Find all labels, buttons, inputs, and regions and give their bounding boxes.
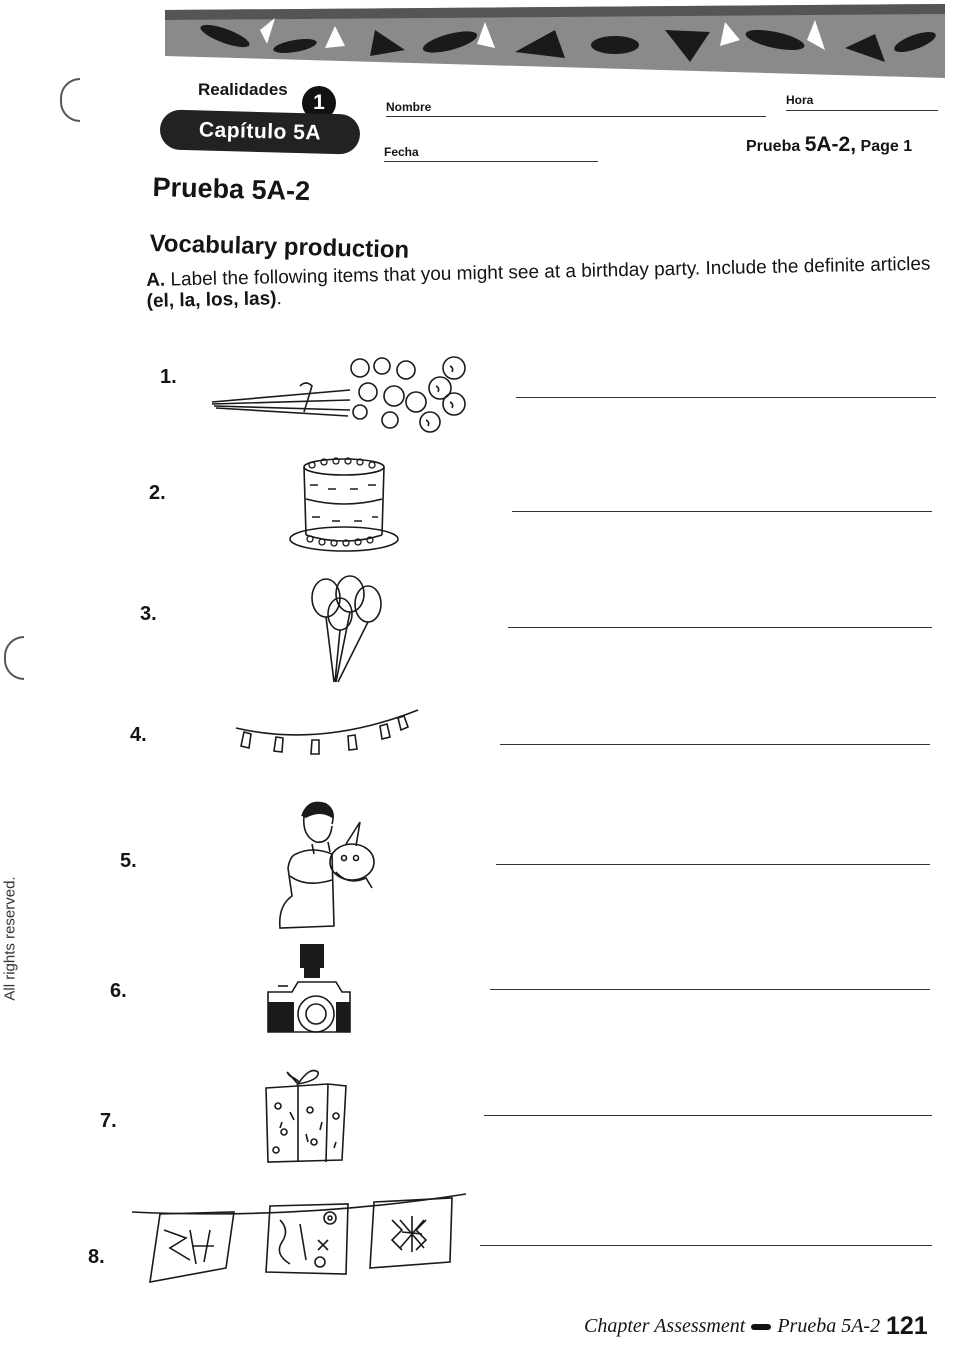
answer-line[interactable] xyxy=(508,627,932,628)
section-title: Vocabulary production xyxy=(149,230,410,264)
instructions-letter: A. xyxy=(146,269,166,291)
item-number: 3. xyxy=(140,603,157,625)
page-reference xyxy=(746,133,912,157)
item-number: 4. xyxy=(130,724,147,746)
birthday-cake-icon xyxy=(288,455,403,555)
item-number: 6. xyxy=(110,980,127,1002)
binder-hole-mark xyxy=(4,636,24,680)
footer-quiz: Prueba 5A-2 xyxy=(777,1315,881,1337)
answer-line[interactable] xyxy=(516,397,936,398)
footer-chapter: Chapter Assessment xyxy=(584,1315,746,1337)
answer-line[interactable] xyxy=(512,511,932,512)
date-label: Fecha xyxy=(384,145,419,159)
item-number: 7. xyxy=(100,1110,117,1132)
page-ref-prefix: Prueba xyxy=(746,138,801,155)
instructions-articles: (el, la, los, las) xyxy=(146,288,277,312)
chapter-badge: Capítulo 5A xyxy=(160,109,361,154)
instructions xyxy=(146,253,943,312)
camera-icon xyxy=(264,940,354,1038)
flowers-bouquet-icon xyxy=(210,352,470,434)
copyright-side-text: All rights reserved. xyxy=(1,876,19,1001)
name-label: Nombre xyxy=(386,100,432,114)
time-label: Hora xyxy=(786,93,814,107)
answer-line[interactable] xyxy=(490,989,930,990)
gift-box-icon xyxy=(262,1062,350,1166)
papel-picado-banner xyxy=(165,0,945,82)
person-with-gift-icon xyxy=(276,796,386,932)
item-number: 5. xyxy=(120,850,137,872)
date-field[interactable] xyxy=(384,161,598,162)
time-field[interactable] xyxy=(786,110,938,111)
binder-hole-mark xyxy=(60,78,80,122)
name-field[interactable] xyxy=(386,116,766,117)
footer-text xyxy=(584,1315,880,1338)
footer-dash xyxy=(751,1324,771,1330)
answer-line[interactable] xyxy=(500,744,930,745)
answer-line[interactable] xyxy=(496,864,930,865)
page-title: Prueba 5A-2 xyxy=(152,172,311,207)
page-number: 121 xyxy=(886,1312,928,1340)
item-number: 2. xyxy=(149,482,166,504)
instructions-text: Label the following items that you might see at a birthday party. Include the definite articles xyxy=(170,253,931,291)
item-number: 1. xyxy=(160,366,177,388)
party-lights-icon xyxy=(232,704,422,760)
item-number: 8. xyxy=(88,1246,105,1268)
page-ref-code: 5A-2, xyxy=(804,133,857,156)
answer-line[interactable] xyxy=(484,1115,932,1116)
answer-line[interactable] xyxy=(480,1245,932,1246)
page-ref-suffix: Page 1 xyxy=(860,138,913,155)
series-title: Realidades xyxy=(198,80,288,99)
instructions-period: . xyxy=(276,288,283,310)
balloons-icon xyxy=(304,574,388,686)
level-badge: 1 xyxy=(302,86,336,120)
decorations-banner-icon xyxy=(130,1190,470,1286)
